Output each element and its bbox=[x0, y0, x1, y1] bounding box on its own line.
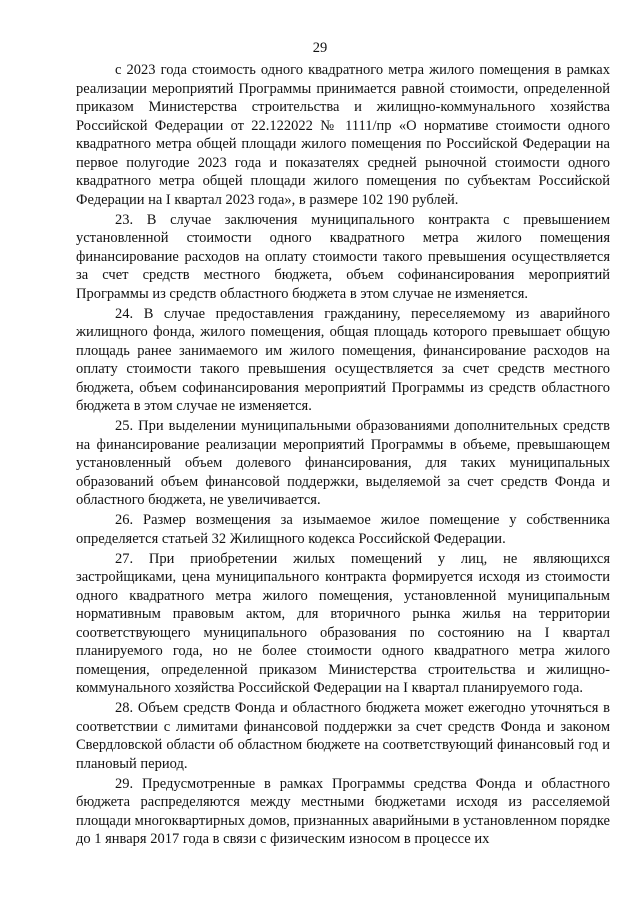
paragraph-27: 27. При приобретении жилых помещений у лиц, не являющихся застройщиками, цена муниципального контракта формируется исходя из стоимости одного квадратного метра жилого помещения, установленной муниципальным нормативным правовым актом, для вторичного рынка жилья на территории соответствующего муниципального образования по состоянию на I квартал планируемого года, но не более стоимости одного квадратного метра жилого помещения, определенной приказом Министерства строительства и жилищно-коммунального хозяйства Российской Федерации на I квартал планируемого года. bbox=[76, 550, 610, 696]
paragraph-23: 23. В случае заключения муниципального контракта с превышением установленной стоимости одного квадратного метра жилого помещения финансирование расходов на оплату стоимости такого превышения осуществляется за счет средств местного бюджета, объем софинансирования мероприятий Программы из средств областного бюджета в этом случае не изменяется. bbox=[76, 211, 610, 302]
document-body bbox=[76, 61, 610, 850]
paragraph-28: 28. Объем средств Фонда и областного бюджета может ежегодно уточняться в соответствии с лимитами финансовой поддержки за счет средств Фонда и законом Свердловской области об областном бюджете на соответствующий финансовый год и плановый период. bbox=[76, 700, 610, 772]
paragraph-26: 26. Размер возмещения за изымаемое жилое помещение у собственника определяется статьей 32 Жилищного кодекса Российской Федерации. bbox=[76, 512, 610, 547]
page-number: 29 bbox=[312, 40, 328, 56]
paragraph-25: 25. При выделении муниципальными образованиями дополнительных средств на финансирование реализации мероприятий Программы в объеме, превышающем установленный объем долевого финансирования, для таких муниципальных образований объем финансовой поддержки, выделяемой за счет средств Фонда и областного бюджета, не увеличивается. bbox=[76, 418, 610, 508]
paragraph-continuation: с 2023 года стоимость одного квадратного метра жилого помещения в рамках реализации мероприятий Программы принимается равной стоимости, определенной приказом Министерства строительства и жилищно-коммунального хозяйства Российской Федерации от 22.122022 № 1111/пр «О нормативе стоимости одного квадратного метра общей площади жилого помещения по Российской Федерации на первое полугодие 2023 года и показателях средней рыночной стоимости одного квадратного метра общей площади жилого помещения по субъектам Российской Федерации на I квартал 2023 года», в размере 102 190 рублей. bbox=[76, 62, 610, 208]
paragraph-24: 24. В случае предоставления гражданину, переселяемому из аварийного жилищного фонда, жилого помещения, общая площадь которого превышает общую площадь ранее занимаемого им жилого помещения, финансирование расходов на оплату стоимости такого превышения осуществляется за счет средств местного бюджета, объем софинансирования мероприятий Программы из средств областного бюджета в этом случае не изменяется. bbox=[76, 305, 610, 414]
paragraph-29: 29. Предусмотренные в рамках Программы средства Фонда и областного бюджета распределяются между местными бюджетами исходя из расселяемой площади многоквартирных домов, признанных аварийными в установленном порядке до 1 января 2017 года в связи с физическим износом в процессе их bbox=[76, 775, 610, 847]
